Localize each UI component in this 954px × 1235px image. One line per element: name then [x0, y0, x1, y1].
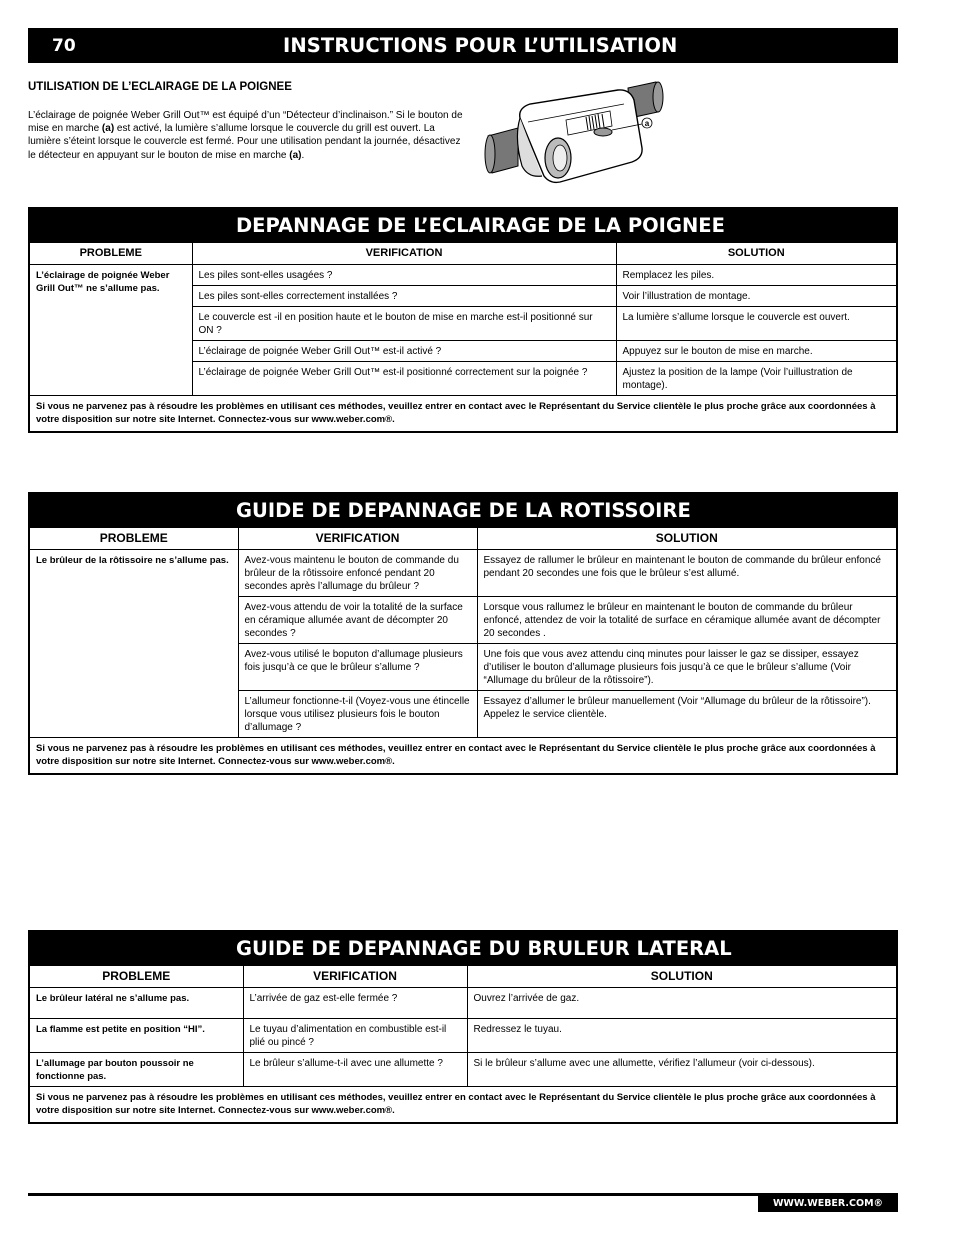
problem-cell: L’éclairage de poignée Weber Grill Out™ ne s’allume pas. [30, 265, 192, 396]
solution-cell: Ouvrez l’arrivée de gaz. [467, 988, 896, 1019]
table-footer-row [30, 1087, 896, 1123]
col-header-probleme: PROBLEME [30, 528, 238, 550]
page-number: 70 [52, 36, 76, 56]
usage-text-1: L’éclairage de poignée Weber Grill Out™ est équipé d’un “Détecteur d’inclinaison.” Si le bouton de mise en marche [28, 110, 463, 135]
verification-cell: Le tuyau d’alimentation en combustible est-il plié ou pincé ? [243, 1019, 467, 1053]
verification-cell: Les piles sont-elles correctement installées ? [192, 286, 616, 307]
usage-paragraph [28, 109, 468, 162]
solution-cell: Essayez de rallumer le brûleur en maintenant le bouton de commande du brûleur enfoncé pendant 20 secondes une fois que le brûleur s’est allumé. [477, 550, 896, 597]
table-header-row [30, 528, 896, 550]
verification-cell: L’arrivée de gaz est-elle fermée ? [243, 988, 467, 1019]
table-footer-row [30, 396, 896, 432]
problem-cell: Le brûleur latéral ne s’allume pas. [30, 988, 243, 1019]
verification-cell: L’éclairage de poignée Weber Grill Out™ est-il positionné correctement sur la poignée ? [192, 362, 616, 396]
verification-cell: Avez-vous attendu de voir la totalité de la surface en céramique allumée avant de décompter 20 secondes ? [238, 597, 477, 644]
verification-cell: Les piles sont-elles usagées ? [192, 265, 616, 286]
contact-note: Si vous ne parvenez pas à résoudre les problèmes en utilisant ces méthodes, veuillez entrer en contact avec le Représentant du Service clientèle le plus proche grâce aux coordonnées à votre disposition sur notre site Internet. Connectez-vous sur www.weber.com®. [30, 1087, 896, 1123]
callout-a: a [644, 119, 650, 128]
ref-a-2: (a) [289, 149, 302, 161]
troubleshoot-table [30, 527, 896, 773]
handle-light-illustration [478, 78, 668, 198]
page-header-bar [28, 28, 898, 63]
verification-cell: L’allumeur fonctionne-t-il (Voyez-vous une étincelle lorsque vous utilisez plusieurs fois le bouton d’allumage ? [238, 691, 477, 738]
troubleshoot-rotisserie-section [28, 492, 898, 775]
website-url: WWW.WEBER.COM® [758, 1195, 898, 1212]
troubleshoot-side-burner-section [28, 930, 898, 1124]
solution-cell: Ajustez la position de la lampe (Voir l’uillustration de montage). [616, 362, 896, 396]
verification-cell: L’éclairage de poignée Weber Grill Out™ est-il activé ? [192, 341, 616, 362]
solution-cell: Remplacez les piles. [616, 265, 896, 286]
usage-text-3: . [301, 149, 305, 161]
col-header-solution: SOLUTION [467, 966, 896, 988]
contact-note: Si vous ne parvenez pas à résoudre les problèmes en utilisant ces méthodes, veuillez entrer en contact avec le Représentant du Service clientèle le plus proche grâce aux coordonnées à votre disposition sur notre site Internet. Connectez-vous sur www.weber.com®. [30, 738, 896, 774]
solution-cell: La lumière s’allume lorsque le couvercle est ouvert. [616, 307, 896, 341]
table-footer-row [30, 738, 896, 774]
section-title: GUIDE DE DEPANNAGE DU BRULEUR LATERAL [30, 932, 896, 965]
solution-cell: Essayez d’allumer le brûleur manuellement (Voir “Allumage du brûleur de la rôtissoire”). Appelez le service clientèle. [477, 691, 896, 738]
verification-cell: Le couvercle est -il en position haute et le bouton de mise en marche est-il positionné sur ON ? [192, 307, 616, 341]
verification-cell: Le brûleur s’allume-t-il avec une allumette ? [243, 1053, 467, 1087]
table-header-row [30, 966, 896, 988]
section-title: DEPANNAGE DE L’ECLAIRAGE DE LA POIGNEE [30, 209, 896, 242]
problem-cell: Le brûleur de la rôtissoire ne s’allume pas. [30, 550, 238, 738]
table-row [30, 265, 896, 286]
table-row [30, 1019, 896, 1053]
solution-cell: Appuyez sur le bouton de mise en marche. [616, 341, 896, 362]
section-title: GUIDE DE DEPANNAGE DE LA ROTISSOIRE [30, 494, 896, 527]
problem-cell: La flamme est petite en position “HI”. [30, 1019, 243, 1053]
problem-cell: L’allumage par bouton poussoir ne fonctionne pas. [30, 1053, 243, 1087]
col-header-solution: SOLUTION [477, 528, 896, 550]
usage-text-2: est activé, la lumière s’allume lorsque le couvercle du grill est ouvert. La lumière s’éteint lorsque le couvercle est fermé. Pour une utilisation pendant la journée, désactivez le détecteur en appuyant sur le bouton de mise en marche [28, 123, 461, 161]
col-header-solution: SOLUTION [616, 243, 896, 265]
troubleshoot-table [30, 965, 896, 1122]
solution-cell: Redressez le tuyau. [467, 1019, 896, 1053]
solution-cell: Lorsque vous rallumez le brûleur en maintenant le bouton de commande du brûleur enfoncé, attendez de voir la totalité de surface en céramique allumée avant de décompter 20 secondes . [477, 597, 896, 644]
contact-note: Si vous ne parvenez pas à résoudre les problèmes en utilisant ces méthodes, veuillez entrer en contact avec le Représentant du Service clientèle le plus proche grâce aux coordonnées à votre disposition sur notre site Internet. Connectez-vous sur www.weber.com®. [30, 396, 896, 432]
table-header-row [30, 243, 896, 265]
table-row [30, 550, 896, 597]
troubleshoot-table [30, 242, 896, 431]
solution-cell: Voir l’illustration de montage. [616, 286, 896, 307]
verification-cell: Avez-vous utilisé le boputon d’allumage plusieurs fois jusqu’à ce que le brûleur s’allume ? [238, 644, 477, 691]
col-header-verification: VERIFICATION [192, 243, 616, 265]
col-header-probleme: PROBLEME [30, 243, 192, 265]
troubleshoot-handle-light-section [28, 207, 898, 433]
usage-heading: UTILISATION DE L’ECLAIRAGE DE LA POIGNEE [28, 81, 292, 93]
col-header-probleme: PROBLEME [30, 966, 243, 988]
page-title: INSTRUCTIONS POUR L’UTILISATION [283, 34, 678, 57]
solution-cell: Une fois que vous avez attendu cinq minutes pour laisser le gaz se dissiper, essayez d’utiliser le bouton d’allumage plusieurs fois jusqu’à ce que le brûleur s’allume (Voir “Allumage du brûleur de la rôtissoire”). [477, 644, 896, 691]
table-row [30, 988, 896, 1019]
table-row [30, 1053, 896, 1087]
verification-cell: Avez-vous maintenu le bouton de commande du brûleur de la rôtissoire enfoncé pendant 20 secondes après l’allumage du brûleur ? [238, 550, 477, 597]
col-header-verification: VERIFICATION [243, 966, 467, 988]
ref-a-1: (a) [101, 123, 115, 135]
col-header-verification: VERIFICATION [238, 528, 477, 550]
solution-cell: Si le brûleur s’allume avec une allumette, vérifiez l’allumeur (voir ci-dessous). [467, 1053, 896, 1087]
